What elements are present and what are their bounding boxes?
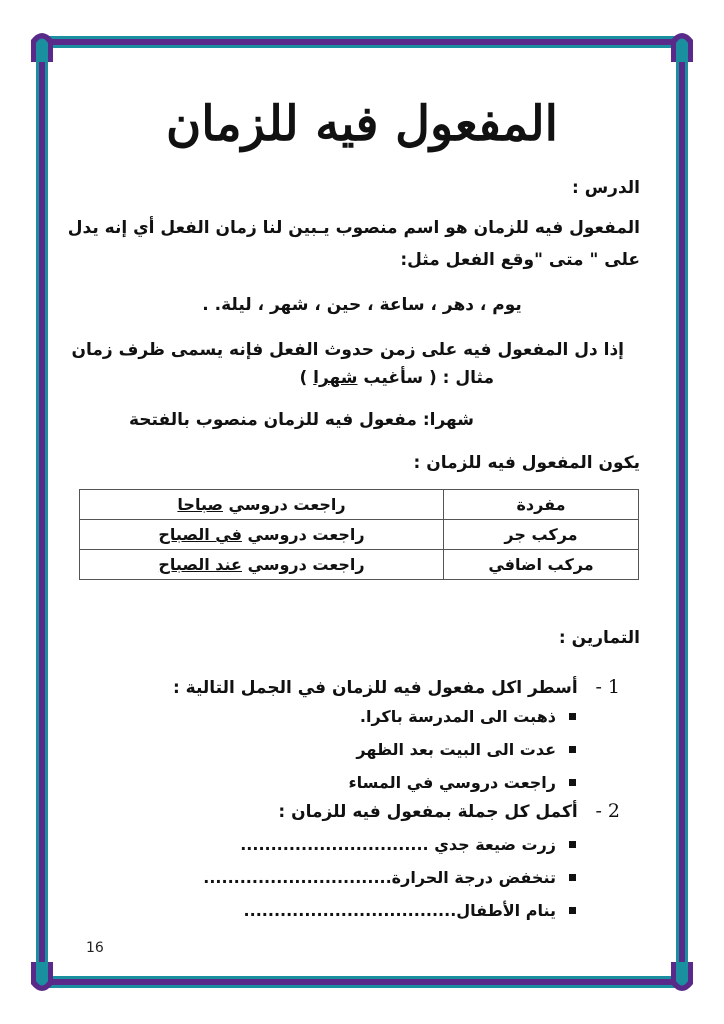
border-bottom [40,976,684,988]
form-type-cell: مفردة [444,490,639,520]
list-item: راجعت دروسي في المساء [348,766,556,799]
forms-table [79,489,639,580]
parsing-text: : مفعول فيه للزمان منصوب بالفتحة [128,410,430,430]
rule-example [84,368,494,388]
exercises-heading: التمارين : [558,628,640,648]
form-type-cell: مركب اضافي [444,550,639,580]
example-words: يوم ، دهر ، ساعة ، حين ، شهر ، ليلة. . [202,295,522,315]
form-example-cell: راجعت دروسي صباحا [80,490,444,520]
table-row [80,520,639,550]
exercise-1-number: 1 - [595,676,620,698]
table-row [80,550,639,580]
form-example-cell: راجعت دروسي في الصباح [80,520,444,550]
exercise-1-list [348,700,574,799]
corner-ornament-icon [29,962,55,996]
border-left [36,36,48,988]
rule-line: إذا دل المفعول فيه على زمن حدوث الفعل فإنه يسمى ظرف زمان [71,340,624,360]
corner-ornament-icon [29,28,55,62]
exercise-2-number: 2 - [595,800,620,822]
page-number: 16 [86,940,104,956]
corner-ornament-icon [669,962,695,996]
exercise-2-heading [278,800,620,822]
definition-line-2: على " متى "وقع الفعل مثل: [400,250,640,270]
list-item: زرت ضيعة جدي ............................... [203,828,556,861]
document-page [60,60,664,964]
lesson-label: الدرس : [572,178,640,198]
rule-example-prefix: مثال : ( سأغيب [363,368,494,388]
form-example-cell: راجعت دروسي عند الصباح [80,550,444,580]
list-item: عدت الى البيت بعد الظهر [348,733,556,766]
forms-heading: يكون المفعول فيه للزمان : [413,453,640,473]
border-top [40,36,684,48]
border-right [676,36,688,988]
exercise-1-instruction: أسطر اكل مفعول فيه للزمان في الجمل التالية : [172,678,578,698]
parsing-line [84,410,474,430]
definition-line-1: المفعول فيه للزمان هو اسم منصوب يـبين لنا زمان الفعل أي إنه يدل [67,218,640,238]
list-item: ينام الأطفال................................... [203,894,556,927]
rule-example-underlined: شهرا [313,368,358,388]
rule-example-suffix: ) [299,368,308,388]
table-row [80,490,639,520]
exercise-2-list [203,828,574,927]
parsing-word: شهرا [429,410,474,430]
form-type-cell: مركب جر [444,520,639,550]
page-title: المفعول فيه للزمان [166,96,558,152]
list-item: ذهبت الى المدرسة باكرا. [348,700,556,733]
exercise-1-heading [173,676,620,698]
corner-ornament-icon [669,28,695,62]
list-item: تنخفض درجة الحرارة............................... [203,861,556,894]
exercise-2-instruction: أكمل كل جملة بمفعول فيه للزمان : [278,802,578,822]
